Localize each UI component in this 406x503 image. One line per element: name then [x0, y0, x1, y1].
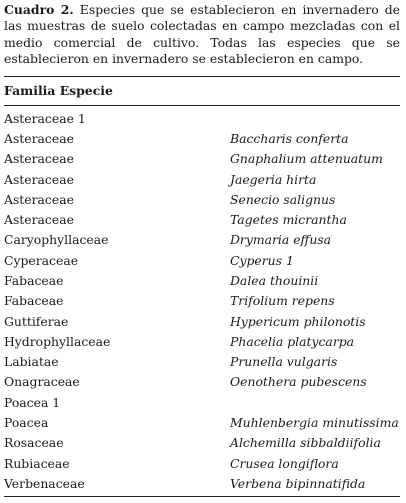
table-row	[4, 413, 400, 433]
table-row	[4, 433, 400, 453]
familia-cell: Asteraceae	[4, 130, 74, 146]
especie-cell: Muhlenbergia minutissima	[230, 415, 399, 431]
especie-cell: Phacelia platycarpa	[230, 333, 355, 349]
especie-cell: Prunella vulgaris	[230, 354, 338, 370]
familia-cell: Asteraceae	[4, 151, 74, 167]
familia-cell: Poacea	[4, 415, 49, 431]
table-header: Familia Especie	[4, 82, 113, 98]
especie-cell: Dalea thouinii	[230, 273, 319, 288]
especie-cell: Baccharis conferta	[230, 130, 349, 146]
familia-cell: Fabaceae	[4, 273, 64, 288]
especie-cell: Verbena bipinnatifida	[230, 475, 366, 491]
table-caption	[4, 0, 400, 68]
familia-cell: Onagraceae	[4, 374, 80, 390]
table-body	[4, 106, 400, 495]
especie-cell: Gnaphalium attenuatum	[230, 151, 383, 167]
familia-cell: Asteraceae 1	[4, 110, 86, 126]
table-bottom-rule	[4, 496, 400, 497]
especie-cell: Drymaria effusa	[230, 232, 332, 248]
table-row	[4, 271, 400, 291]
familia-cell: Verbenaceae	[4, 475, 85, 491]
table-row	[4, 352, 400, 372]
especie-cell: Tagetes micrantha	[230, 212, 347, 228]
especie-cell: Hypericum philonotis	[230, 313, 366, 329]
table-row	[4, 190, 400, 210]
especie-cell: Trifolium repens	[230, 293, 335, 309]
familia-cell: Caryophyllaceae	[4, 232, 109, 248]
table-row	[4, 129, 400, 149]
caption-label: Cuadro 2.	[4, 2, 74, 17]
familia-cell: Rosaceae	[4, 435, 64, 451]
table-row	[4, 230, 400, 250]
table-row	[4, 454, 400, 474]
familia-cell: Fabaceae	[4, 293, 64, 309]
table-row	[4, 332, 400, 352]
table-row	[4, 393, 400, 413]
table-row	[4, 149, 400, 169]
especie-cell: Jaegeria hirta	[230, 171, 317, 187]
familia-cell: Rubiaceae	[4, 455, 70, 471]
table-row	[4, 170, 400, 190]
familia-cell: Asteraceae	[4, 171, 74, 187]
especie-cell: Oenothera pubescens	[230, 374, 367, 390]
caption-text: Especies que se establecieron en invernadero de las muestras de suelo colectadas en campo mezcladas con el medio comercial de cultivo. Todas las especies que se establecieron en invernadero se establecieron en campo.	[4, 2, 400, 67]
table-row	[4, 372, 400, 392]
table-row	[4, 312, 400, 332]
table-row	[4, 474, 400, 494]
familia-cell: Asteraceae	[4, 212, 74, 228]
especie-cell: Crusea longiflora	[230, 455, 339, 471]
especie-cell: Cyperus 1	[230, 252, 294, 268]
familia-cell: Guttiferae	[4, 313, 69, 329]
table-row	[4, 210, 400, 230]
familia-cell: Labiatae	[4, 354, 59, 370]
familia-cell: Cyperaceae	[4, 252, 79, 268]
familia-cell: Asteraceae	[4, 191, 74, 207]
especie-cell: Alchemilla sibbaldiifolia	[230, 435, 381, 451]
familia-cell: Hydrophyllaceae	[4, 333, 111, 349]
especie-cell: Senecio salignus	[230, 191, 336, 207]
table-row	[4, 251, 400, 271]
table-row	[4, 109, 400, 129]
table-row	[4, 291, 400, 311]
familia-cell: Poacea 1	[4, 394, 61, 410]
